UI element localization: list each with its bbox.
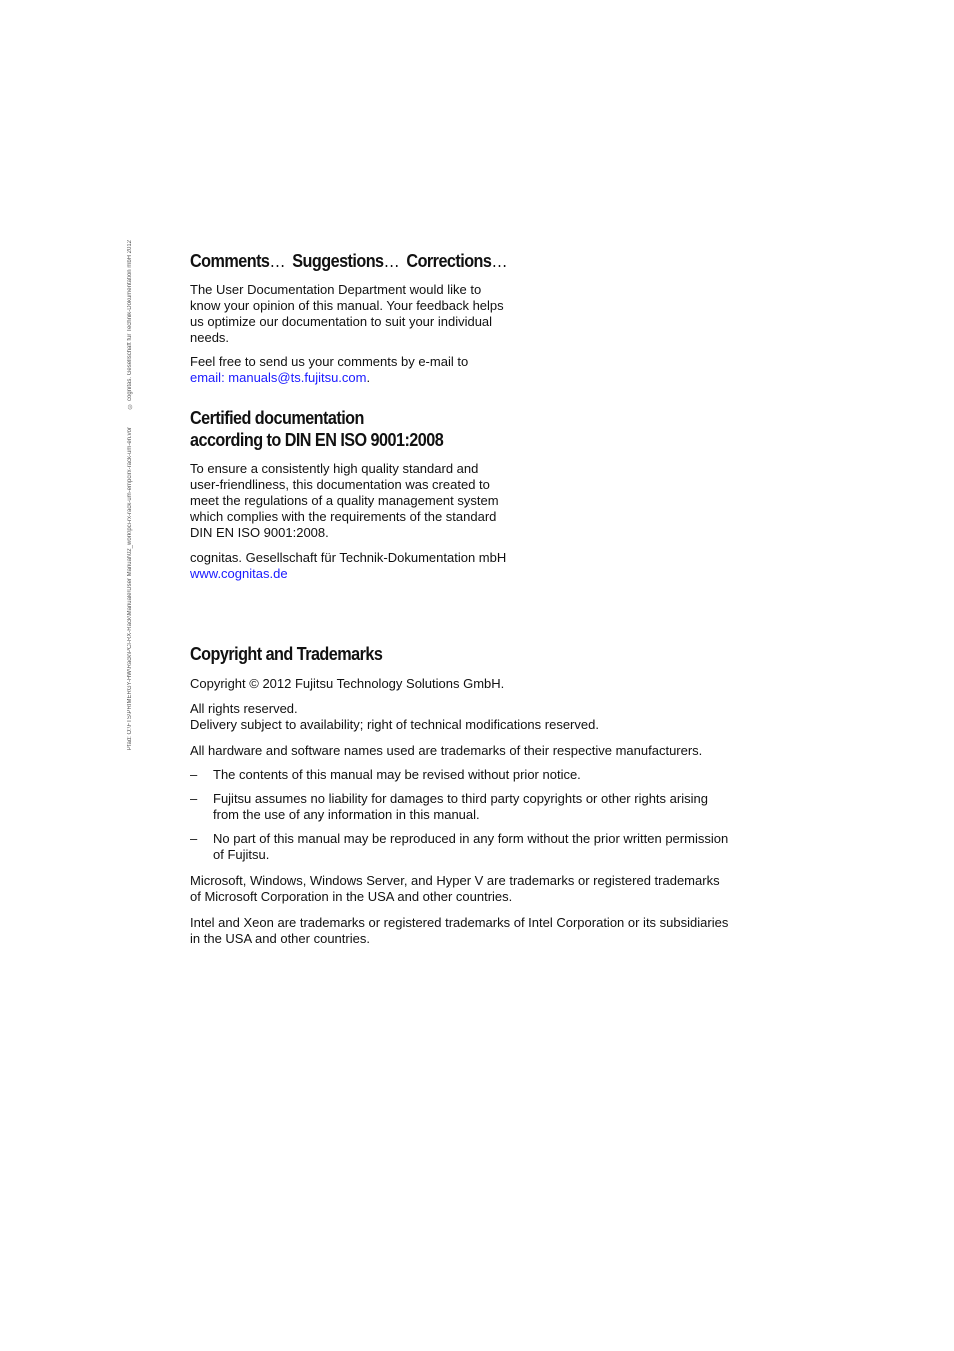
list-item bbox=[190, 831, 730, 863]
intel-trademark-paragraph: Intel and Xeon are trademarks or registered trademarks of Intel Corporation or its subsidiaries in the USA and other countries. bbox=[190, 915, 729, 946]
certified-paragraph: To ensure a consistently high quality standard and user-friendliness, this documentation was created to meet the regulations of a quality management system which complies with the requirements of the standard DIN EN ISO 9001:2008. bbox=[190, 461, 499, 540]
email-period: . bbox=[366, 370, 371, 385]
comments-heading bbox=[190, 250, 507, 272]
certified-heading bbox=[190, 407, 443, 451]
certified-company-paragraph bbox=[190, 550, 510, 582]
email-link[interactable]: email: manuals@ts.fujitsu.com bbox=[190, 370, 367, 385]
side-margin-note bbox=[123, 240, 137, 760]
list-item-text: No part of this manual may be reproduced in any form without the prior written permission of Fujitsu. bbox=[213, 831, 729, 862]
side-note-path: Pfad: O:\FTS\PRIMERGY-HW\Rack\PCI-RX-Rack\Manuale\User Manual\02_work\pci-rx-rack-um-en\pcirx-rack-um-en.vor bbox=[127, 426, 133, 750]
microsoft-trademark-paragraph: Microsoft, Windows, Windows Server, and Hyper V are trademarks or registered trademarks of Microsoft Corporation in the USA and other countries. bbox=[190, 873, 720, 904]
list-item-text: The contents of this manual may be revised without prior notice. bbox=[213, 767, 581, 782]
delivery-note: Delivery subject to availability; right of technical modifications reserved. bbox=[190, 717, 599, 732]
dash-bullet: – bbox=[190, 831, 198, 846]
certified-title-line2: according to DIN EN ISO 9001:2008 bbox=[190, 430, 444, 450]
comments-word: Comments bbox=[190, 251, 270, 271]
comments-email-text: Feel free to send us your comments by e-mail to bbox=[190, 354, 469, 369]
list-item bbox=[190, 791, 730, 823]
ellipsis-3: … bbox=[491, 251, 508, 271]
comments-email-paragraph bbox=[190, 354, 510, 386]
company-name: cognitas. Gesellschaft für Technik-Dokumentation mbH bbox=[190, 550, 507, 565]
side-note-copyright: © cognitas. Gesellschaft für Technik-Dokumentation mbH 2012 bbox=[127, 240, 133, 409]
ellipsis-1: … bbox=[269, 251, 286, 271]
certified-title-line1: Certified documentation bbox=[190, 408, 364, 428]
rights-paragraph bbox=[190, 701, 730, 733]
rights-reserved: All rights reserved. bbox=[190, 701, 298, 716]
cognitas-website-link[interactable]: www.cognitas.de bbox=[190, 566, 288, 581]
copyright-heading: Copyright and Trademarks bbox=[190, 644, 383, 664]
suggestions-word: Suggestions bbox=[292, 251, 384, 271]
list-item-text: Fujitsu assumes no liability for damages to third party copyrights or other rights arising from the use of any information in this manual. bbox=[213, 791, 708, 822]
list-item bbox=[190, 767, 730, 783]
trademarks-paragraph: All hardware and software names used are trademarks of their respective manufacturers. bbox=[190, 743, 703, 758]
ellipsis-2: … bbox=[383, 251, 400, 271]
comments-intro-paragraph: The User Documentation Department would like to know your opinion of this manual. Your feedback helps us optimize our documentation to suit your individual needs. bbox=[190, 282, 504, 345]
dash-bullet: – bbox=[190, 767, 198, 782]
copyright-line: Copyright © 2012 Fujitsu Technology Solutions GmbH. bbox=[190, 676, 505, 691]
corrections-word: Corrections bbox=[406, 251, 492, 271]
dash-bullet: – bbox=[190, 791, 198, 806]
